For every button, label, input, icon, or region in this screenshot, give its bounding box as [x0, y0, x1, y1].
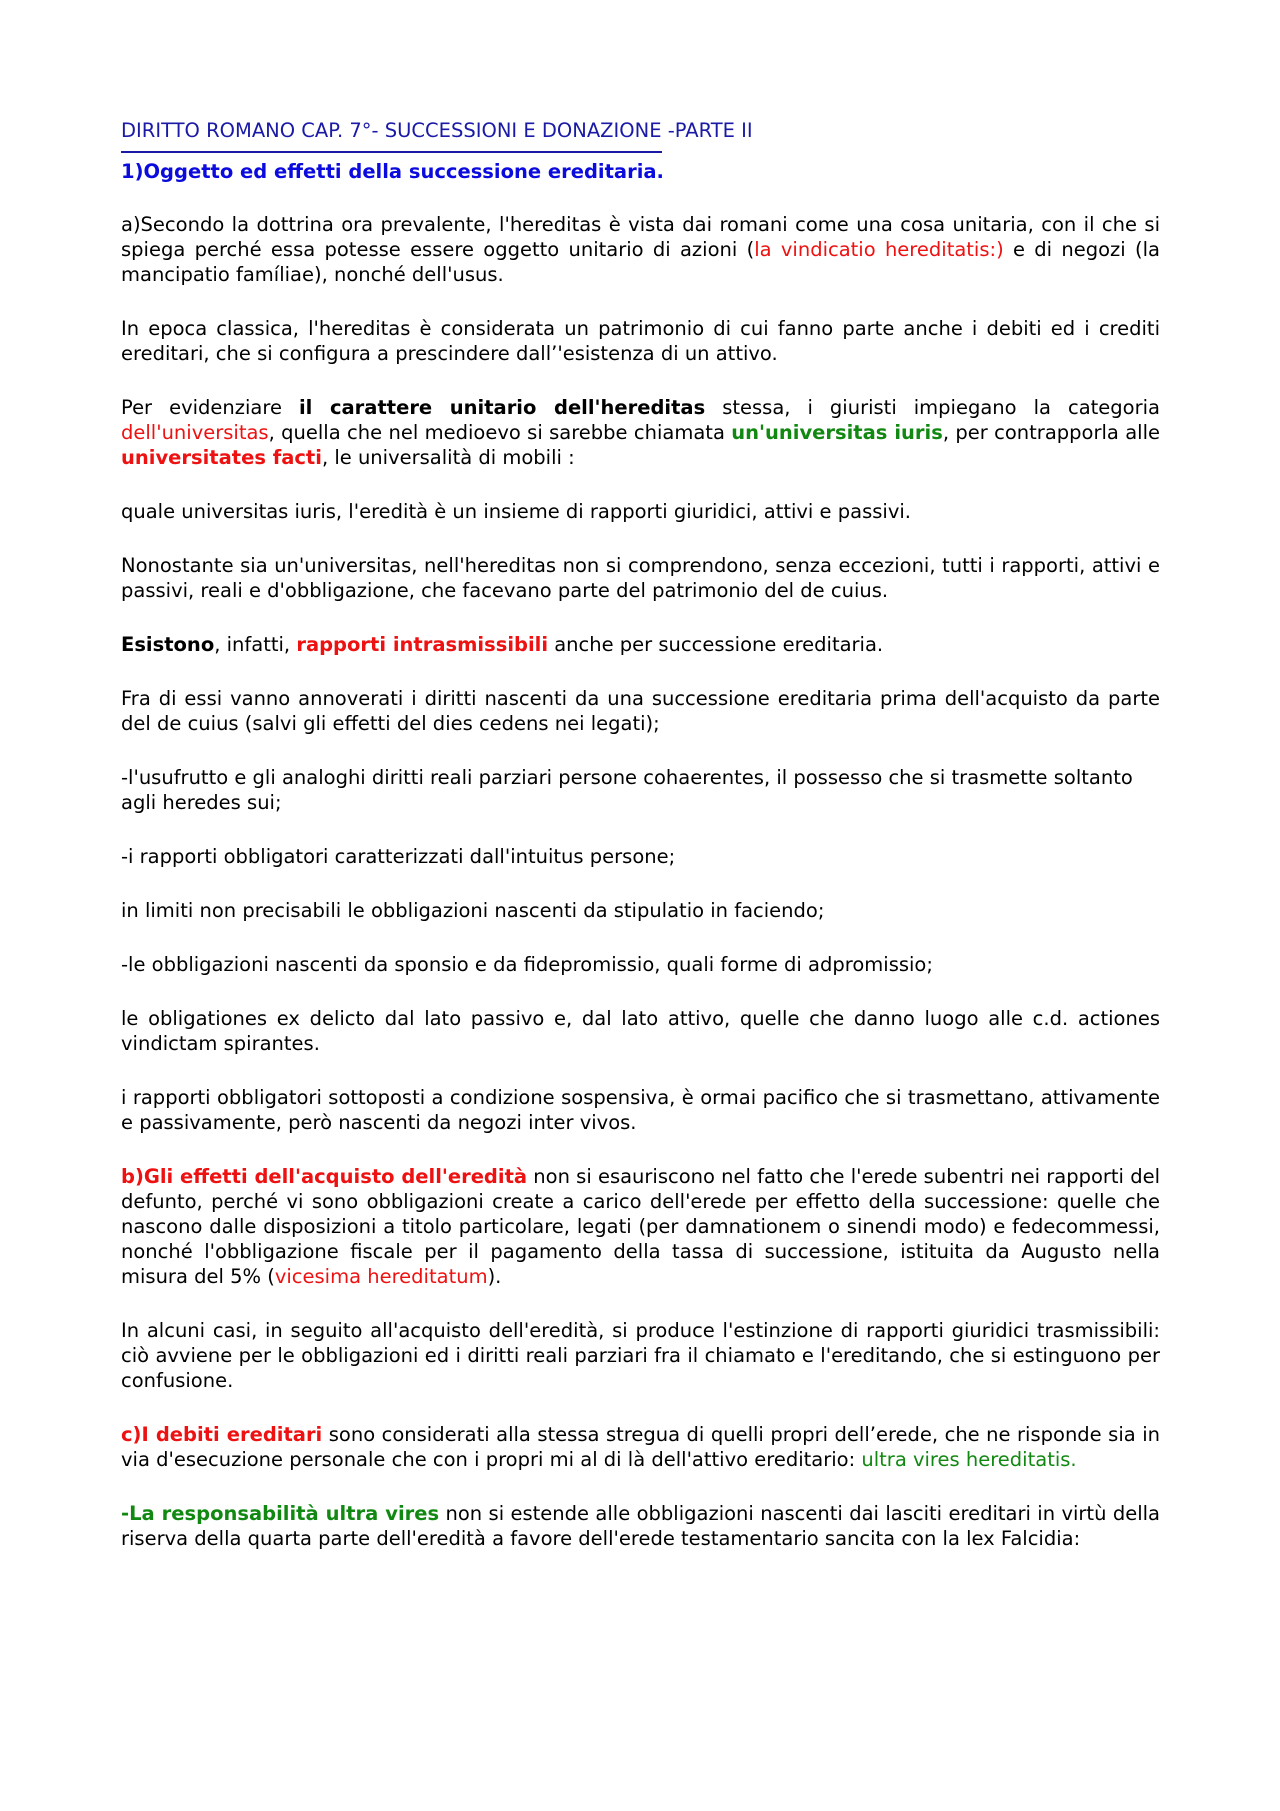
title-underline: [121, 151, 662, 153]
paragraph-a: [121, 212, 1160, 287]
section-heading: 1)Oggetto ed effetti della successione ereditaria.: [121, 160, 664, 183]
highlight-red: rapporti intrasmissibili: [296, 633, 549, 656]
text-run: Per evidenziare: [121, 396, 299, 419]
paragraph-fra-di-essi: Fra di essi vanno annoverati i diritti nascenti da una successione ereditaria prima dell'acquisto da parte del de cuius (salvi gli effetti del dies cedens nei legati);: [121, 687, 1160, 735]
highlight-red: la vindicatio hereditatis:): [754, 238, 1004, 261]
paragraph-usufrutto: -l'usufrutto e gli analoghi diritti reali parziari persone cohaerentes, il possesso che si trasmette soltanto agli heredes sui;: [121, 766, 1133, 814]
text-run: ).: [487, 1265, 502, 1288]
paragraph-alcuni-casi: In alcuni casi, in seguito all'acquisto dell'eredità, si produce l'estinzione di rapporti giuridici trasmissibili: ciò avviene per le obbligazioni ed i diritti reali parziari fra il chiamato e l'ereditando, che si estinguono per confusione.: [121, 1319, 1160, 1392]
text-run: stessa, i giuristi impiegano la categoria: [705, 396, 1160, 419]
highlight-bold: il carattere unitario dell'hereditas: [298, 396, 706, 419]
document-title: DIRITTO ROMANO CAP. 7°- SUCCESSIONI E DONAZIONE -PARTE II: [121, 119, 753, 142]
paragraph-esistono: [121, 632, 1160, 657]
text-run: sono considerati alla stessa stregua di quelli propri dell’erede, che ne risponde sia in via d'esecuzione personale che con i propri mi al di là dell'attivo ereditario:: [121, 1423, 1160, 1471]
paragraph-c-debiti: [121, 1422, 1160, 1472]
highlight-green: ultra vires hereditatis.: [861, 1448, 1077, 1471]
text-run: , infatti,: [214, 633, 297, 656]
paragraph-condizione: i rapporti obbligatori sottoposti a condizione sospensiva, è ormai pacifico che si trasmettano, attivamente e passivamente, però nascenti da negozi inter vivos.: [121, 1086, 1160, 1134]
highlight-bold: Esistono: [121, 633, 215, 656]
highlight-red: universitates facti: [121, 446, 322, 469]
paragraph-obligationes: le obligationes ex delicto dal lato passivo e, dal lato attivo, quelle che danno luogo alle c.d. actiones vindictam spirantes.: [121, 1007, 1160, 1055]
text-run: e di negozi (la mancipatio famíliae), nonché dell'usus.: [121, 238, 1160, 286]
highlight-red: c)I debiti ereditari: [121, 1423, 323, 1446]
text-run: non si estende alle obbligazioni nascenti dai lasciti ereditari in virtù della riserva della quarta parte dell'eredità a favore dell'erede testamentario sancita con la lex Falcidia:: [121, 1502, 1160, 1550]
paragraph-universitas: [121, 395, 1160, 470]
text-run: , per contrapporla alle: [942, 421, 1160, 444]
paragraph-nonostante: Nonostante sia un'universitas, nell'hereditas non si comprendono, senza eccezioni, tutti i rapporti, attivi e passivi, reali e d'obbligazione, che facevano parte del patrimonio del de cuius.: [121, 554, 1160, 602]
paragraph-responsabilita: [121, 1501, 1160, 1551]
highlight-red: vicesima hereditatum: [274, 1265, 488, 1288]
document-body: [121, 118, 1160, 1580]
text-run: , quella che nel medioevo si sarebbe chiamata: [268, 421, 732, 444]
paragraph-epoca-classica: In epoca classica, l'hereditas è considerata un patrimonio di cui fanno parte anche i debiti ed i crediti ereditari, che si configura a prescindere dall’'esistenza di un attivo.: [121, 317, 1160, 365]
text-run: non si esauriscono nel fatto che l'erede subentri nei rapporti del defunto, perché vi sono obbligazioni create a carico dell'erede per effetto della successione: quelle che nascono dalle disposizioni a titolo particolare, legati (per damnationem o sinendi modo) e fedecommessi, nonché l'obbligazione fiscale per il pagamento della tassa di successione, istituita da Augusto nella misura del 5% (: [121, 1165, 1160, 1288]
paragraph-limiti: in limiti non precisabili le obbligazioni nascenti da stipulatio in faciendo;: [121, 899, 825, 922]
paragraph-rapporti-obbligatori: -i rapporti obbligatori caratterizzati dall'intuitus persone;: [121, 845, 676, 868]
text-run: a)Secondo la dottrina ora prevalente, l'hereditas è vista dai romani come una cosa unitaria, con il che si spiega perché essa potesse essere oggetto unitario di azioni (: [121, 213, 1160, 261]
highlight-red: dell'universitas: [121, 421, 269, 444]
paragraph-universitas-iuris: quale universitas iuris, l'eredità è un insieme di rapporti giuridici, attivi e passivi.: [121, 500, 911, 523]
paragraph-sponsio: -le obbligazioni nascenti da sponsio e da fidepromissio, quali forme di adpromissio;: [121, 953, 933, 976]
highlight-green: -La responsabilità ultra vires: [121, 1502, 440, 1525]
highlight-green: un'universitas iuris: [731, 421, 943, 444]
paragraph-b-effetti: [121, 1164, 1160, 1289]
highlight-red: b)Gli effetti dell'acquisto dell'eredità: [121, 1165, 528, 1188]
text-run: anche per successione ereditaria.: [548, 633, 884, 656]
text-run: , le universalità di mobili :: [321, 446, 575, 469]
